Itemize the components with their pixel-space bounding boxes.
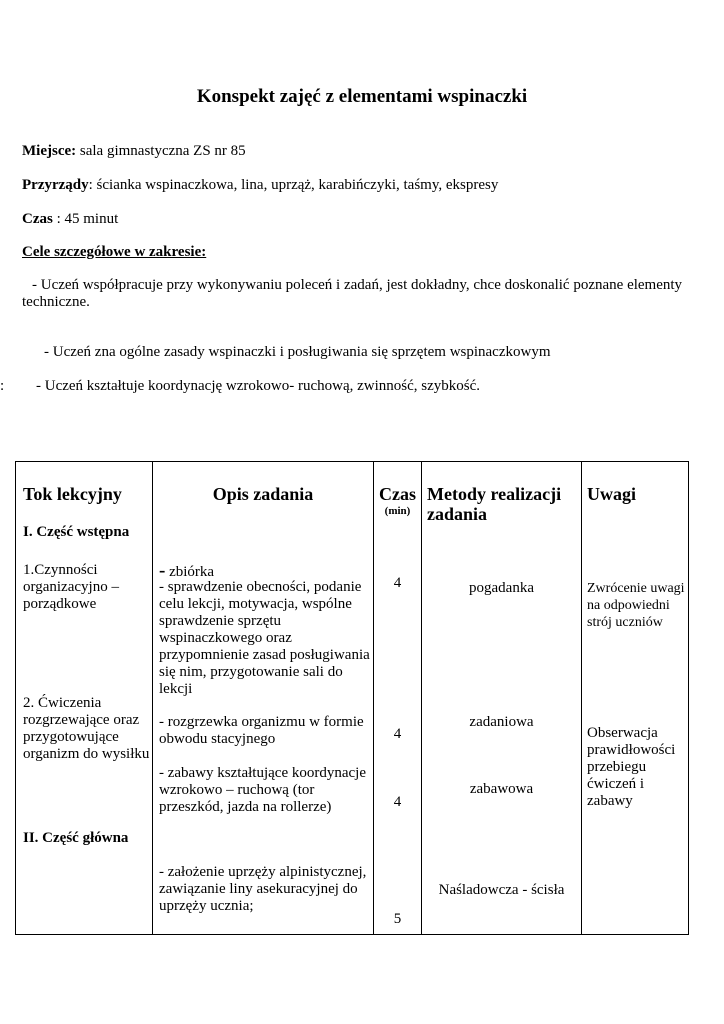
part-2-heading: II. Część główna: [23, 830, 129, 846]
goal-2: - Uczeń zna ogólne zasady wspinaczki i posługiwania się sprzętem wspinaczkowym: [44, 344, 551, 360]
czas-3: 4: [393, 794, 402, 810]
place-label: Miejsce:: [22, 143, 77, 159]
metoda-1: pogadanka: [469, 580, 534, 596]
uwagi-2-line-4: ćwiczeń i: [587, 776, 645, 792]
opis-block-1-line-3: celu lekcji, motywacja, wspólne: [159, 596, 352, 612]
goal-3: - Uczeń kształtuje koordynację wzrokowo- ruchową, zwinność, szybkość.: [36, 378, 481, 394]
column-divider: [581, 462, 582, 934]
czas-2: 4: [393, 726, 402, 742]
czas-1: 4: [393, 575, 402, 591]
tok-item-1-line-1: 1.Czynności: [23, 562, 98, 578]
opis-block-1-line-7: się nim, przygotowanie sali do: [159, 664, 343, 680]
opis-block-4-line-1: - założenie uprzęży alpinistycznej,: [159, 864, 367, 880]
tok-item-2-line-4: organizm do wysiłku: [23, 746, 150, 762]
equipment-value: : ścianka wspinaczkowa, lina, uprząż, karabińczyki, taśmy, ekspresy: [88, 177, 499, 193]
header-uwagi: Uwagi: [587, 484, 636, 504]
opis-block-3-line-2: wzrokowo – ruchową (tor: [159, 782, 315, 798]
uwagi-2-line-3: przebiegu: [587, 759, 647, 775]
header-opis-zadania: Opis zadania: [212, 484, 314, 504]
opis-block-1-line-5: wspinaczkowego oraz: [159, 630, 292, 646]
column-divider: [421, 462, 422, 934]
opis-block-3-line-3: przeszkód, jazda na rollerze): [159, 799, 332, 815]
metoda-2: zadaniowa: [469, 714, 534, 730]
czas-4: 5: [393, 911, 402, 927]
tok-item-1-line-2: organizacyjno –: [23, 579, 119, 595]
goals-heading: Cele szczegółowe w zakresie:: [22, 244, 207, 260]
uwagi-1-line-3: strój uczniów: [587, 615, 663, 630]
goal-1-line-1: - Uczeń współpracuje przy wykonywaniu poleceń i zadań, jest dokładny, chce doskonalić poznane elementy: [32, 277, 683, 293]
column-divider: [152, 462, 153, 934]
uwagi-1-line-2: na odpowiedni: [587, 598, 670, 613]
opis-block-1-line-6: przypomnienie zasad posługiwania: [159, 647, 370, 663]
header-metody-line-1: Metody realizacji: [427, 484, 562, 504]
opis-block-1-line-2: - sprawdzenie obecności, podanie: [159, 579, 362, 595]
uwagi-1-line-1: Zwrócenie uwagi: [587, 581, 685, 596]
goal-3-marker: :: [0, 378, 5, 394]
equipment-line: [22, 177, 498, 194]
place-line: [22, 143, 246, 160]
time-label: Czas: [22, 211, 53, 227]
opis-block-2-line-1: - rozgrzewka organizmu w formie: [159, 714, 364, 730]
opis-block-4-line-2: zawiązanie liny asekuracyjnej do: [159, 881, 358, 897]
lesson-table: [15, 461, 689, 935]
tok-item-2-line-1: 2. Ćwiczenia: [23, 695, 102, 711]
uwagi-2-line-2: prawidłowości: [587, 742, 676, 758]
header-czas-unit: (min): [384, 505, 411, 517]
equipment-label: Przyrządy: [22, 177, 89, 193]
time-line: [22, 211, 118, 228]
opis-block-1-line-8: lekcji: [159, 681, 193, 697]
opis-block-4-line-3: uprzęży ucznia;: [159, 898, 254, 914]
opis-block-1-line-4: sprawdzenie sprzętu: [159, 613, 282, 629]
place-value: sala gimnastyczna ZS nr 85: [76, 143, 246, 159]
header-czas: Czas: [379, 484, 416, 504]
opis-block-1-dash: -: [159, 560, 166, 581]
tok-item-2-line-2: rozgrzewające oraz: [23, 712, 140, 728]
time-value: : 45 minut: [52, 211, 119, 227]
page-title: Konspekt zajęć z elementami wspinaczki: [196, 86, 528, 107]
metoda-4: Naśladowcza - ścisła: [438, 882, 565, 898]
header-metody-line-2: zadania: [427, 504, 488, 524]
opis-block-1-first: zbiórka: [165, 564, 215, 580]
tok-item-2-line-3: przygotowujące: [23, 729, 119, 745]
metoda-3: zabawowa: [469, 781, 534, 797]
uwagi-2-line-1: Obserwacja: [587, 725, 658, 741]
tok-item-1-line-3: porządkowe: [23, 596, 97, 612]
opis-block-3-line-1: - zabawy kształtujące koordynacje: [159, 765, 366, 781]
column-divider: [373, 462, 374, 934]
opis-block-2-line-2: obwodu stacyjnego: [159, 731, 276, 747]
header-tok-lekcyjny: Tok lekcyjny: [23, 484, 122, 504]
goal-1-line-2: techniczne.: [22, 294, 90, 310]
uwagi-2-line-5: zabawy: [587, 793, 633, 809]
part-1-heading: I. Część wstępna: [23, 524, 130, 540]
